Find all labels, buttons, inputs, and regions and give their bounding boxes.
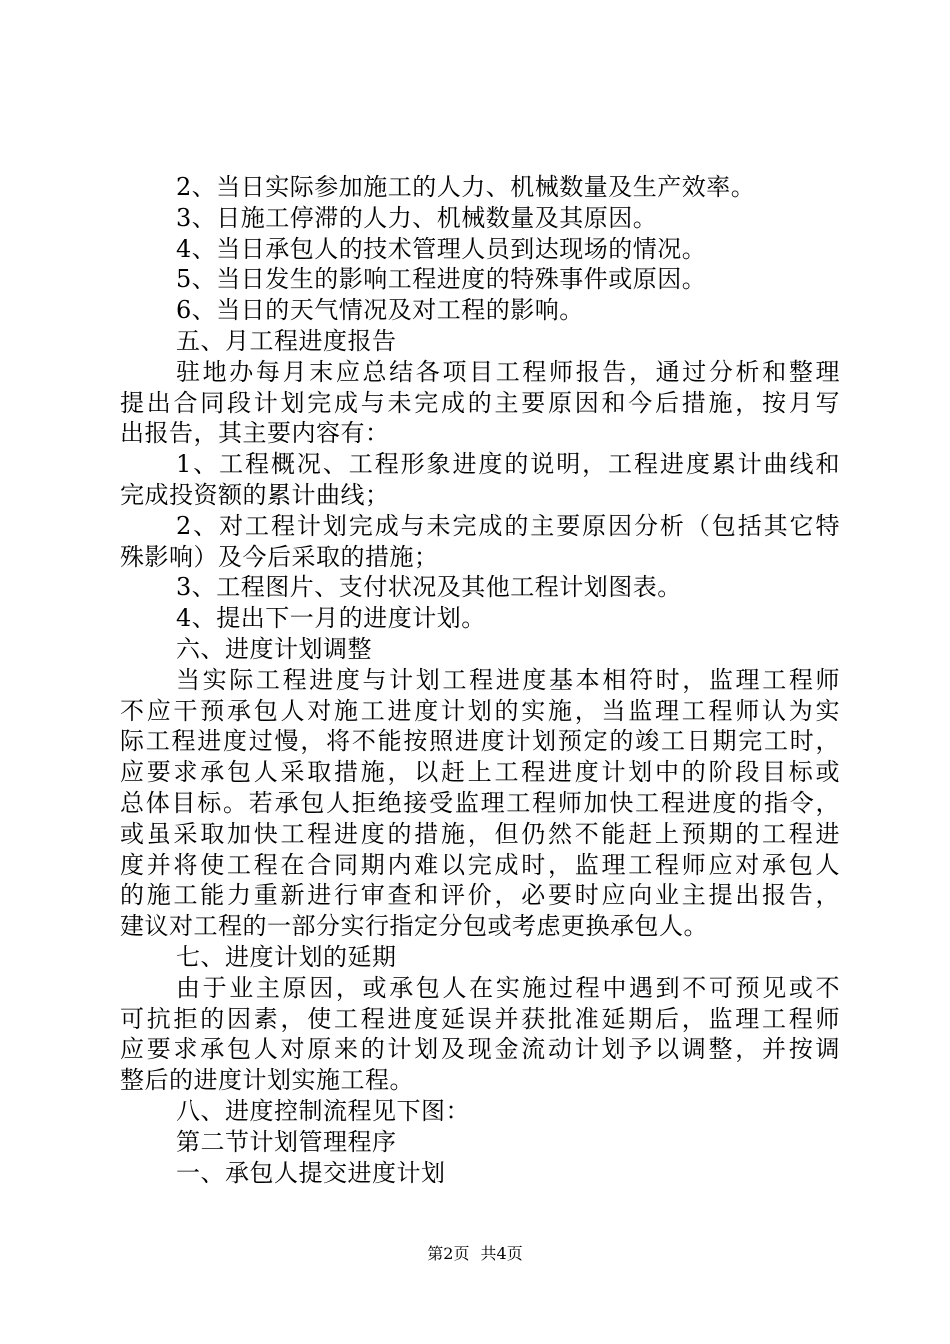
text-line: 应要求承包人采取措施，以赶上工程进度计划中的阶段目标或 [120, 758, 840, 787]
text-line: 的施工能力重新进行审查和评价，必要时应向业主提出报告， [120, 881, 840, 910]
text-line: 五、月工程进度报告 [176, 326, 397, 355]
text-line: 5、当日发生的影响工程进度的特殊事件或原因。 [176, 265, 707, 294]
page-number: 第2页 [427, 1244, 470, 1263]
text-line: 总体目标。若承包人拒绝接受监理工程师加快工程进度的指令， [120, 788, 840, 817]
text-line: 完成投资额的累计曲线； [120, 480, 390, 509]
text-line: 整后的进度计划实施工程。 [120, 1066, 414, 1095]
text-line: 应要求承包人对原来的计划及现金流动计划予以调整，并按调 [120, 1035, 840, 1064]
text-line: 3、日施工停滞的人力、机械数量及其原因。 [176, 203, 658, 232]
text-line: 可抗拒的因素，使工程进度延误并获批准延期后，监理工程师 [120, 1004, 840, 1033]
text-line: 度并将使工程在合同期内难以完成时，监理工程师应对承包人 [120, 850, 840, 879]
document-body [120, 172, 840, 1188]
text-line: 或虽采取加快工程进度的措施，但仍然不能赶上预期的工程进 [120, 819, 840, 848]
text-line: 提出合同段计划完成与未完成的主要原因和今后措施，按月写 [120, 388, 840, 417]
text-line: 2、当日实际参加施工的人力、机械数量及生产效率。 [176, 173, 756, 201]
text-line: 一、承包人提交进度计划 [176, 1158, 446, 1187]
text-line: 4、提出下一月的进度计划。 [176, 604, 486, 633]
text-line: 建议对工程的一部分实行指定分包或考虑更换承包人。 [120, 912, 708, 941]
text-line: 当实际工程进度与计划工程进度基本相符时，监理工程师 [176, 665, 840, 694]
text-line: 1、工程概况、工程形象进度的说明，工程进度累计曲线和 [176, 450, 840, 479]
text-line: 六、进度计划调整 [176, 634, 372, 663]
text-line: 3、工程图片、支付状况及其他工程计划图表。 [176, 573, 682, 602]
text-line: 6、当日的天气情况及对工程的影响。 [176, 296, 584, 325]
text-line: 不应干预承包人对施工进度计划的实施，当监理工程师认为实 [120, 696, 840, 725]
text-line: 出报告，其主要内容有： [120, 419, 390, 448]
page-footer [0, 1244, 950, 1264]
text-line: 第二节计划管理程序 [176, 1127, 397, 1156]
page-total: 共4页 [480, 1244, 523, 1263]
text-line: 4、当日承包人的技术管理人员到达现场的情况。 [176, 234, 707, 263]
text-line: 八、进度控制流程见下图： [176, 1096, 470, 1125]
text-line: 由于业主原因，或承包人在实施过程中遇到不可预见或不 [176, 973, 840, 1002]
text-line: 际工程进度过慢，将不能按照进度计划预定的竣工日期完工时， [120, 727, 840, 756]
text-line: 七、进度计划的延期 [176, 942, 397, 971]
text-line: 2、对工程计划完成与未完成的主要原因分析（包括其它特 [176, 511, 840, 540]
text-line: 殊影响）及今后采取的措施； [120, 542, 439, 571]
text-line: 驻地办每月末应总结各项目工程师报告，通过分析和整理 [176, 357, 840, 386]
